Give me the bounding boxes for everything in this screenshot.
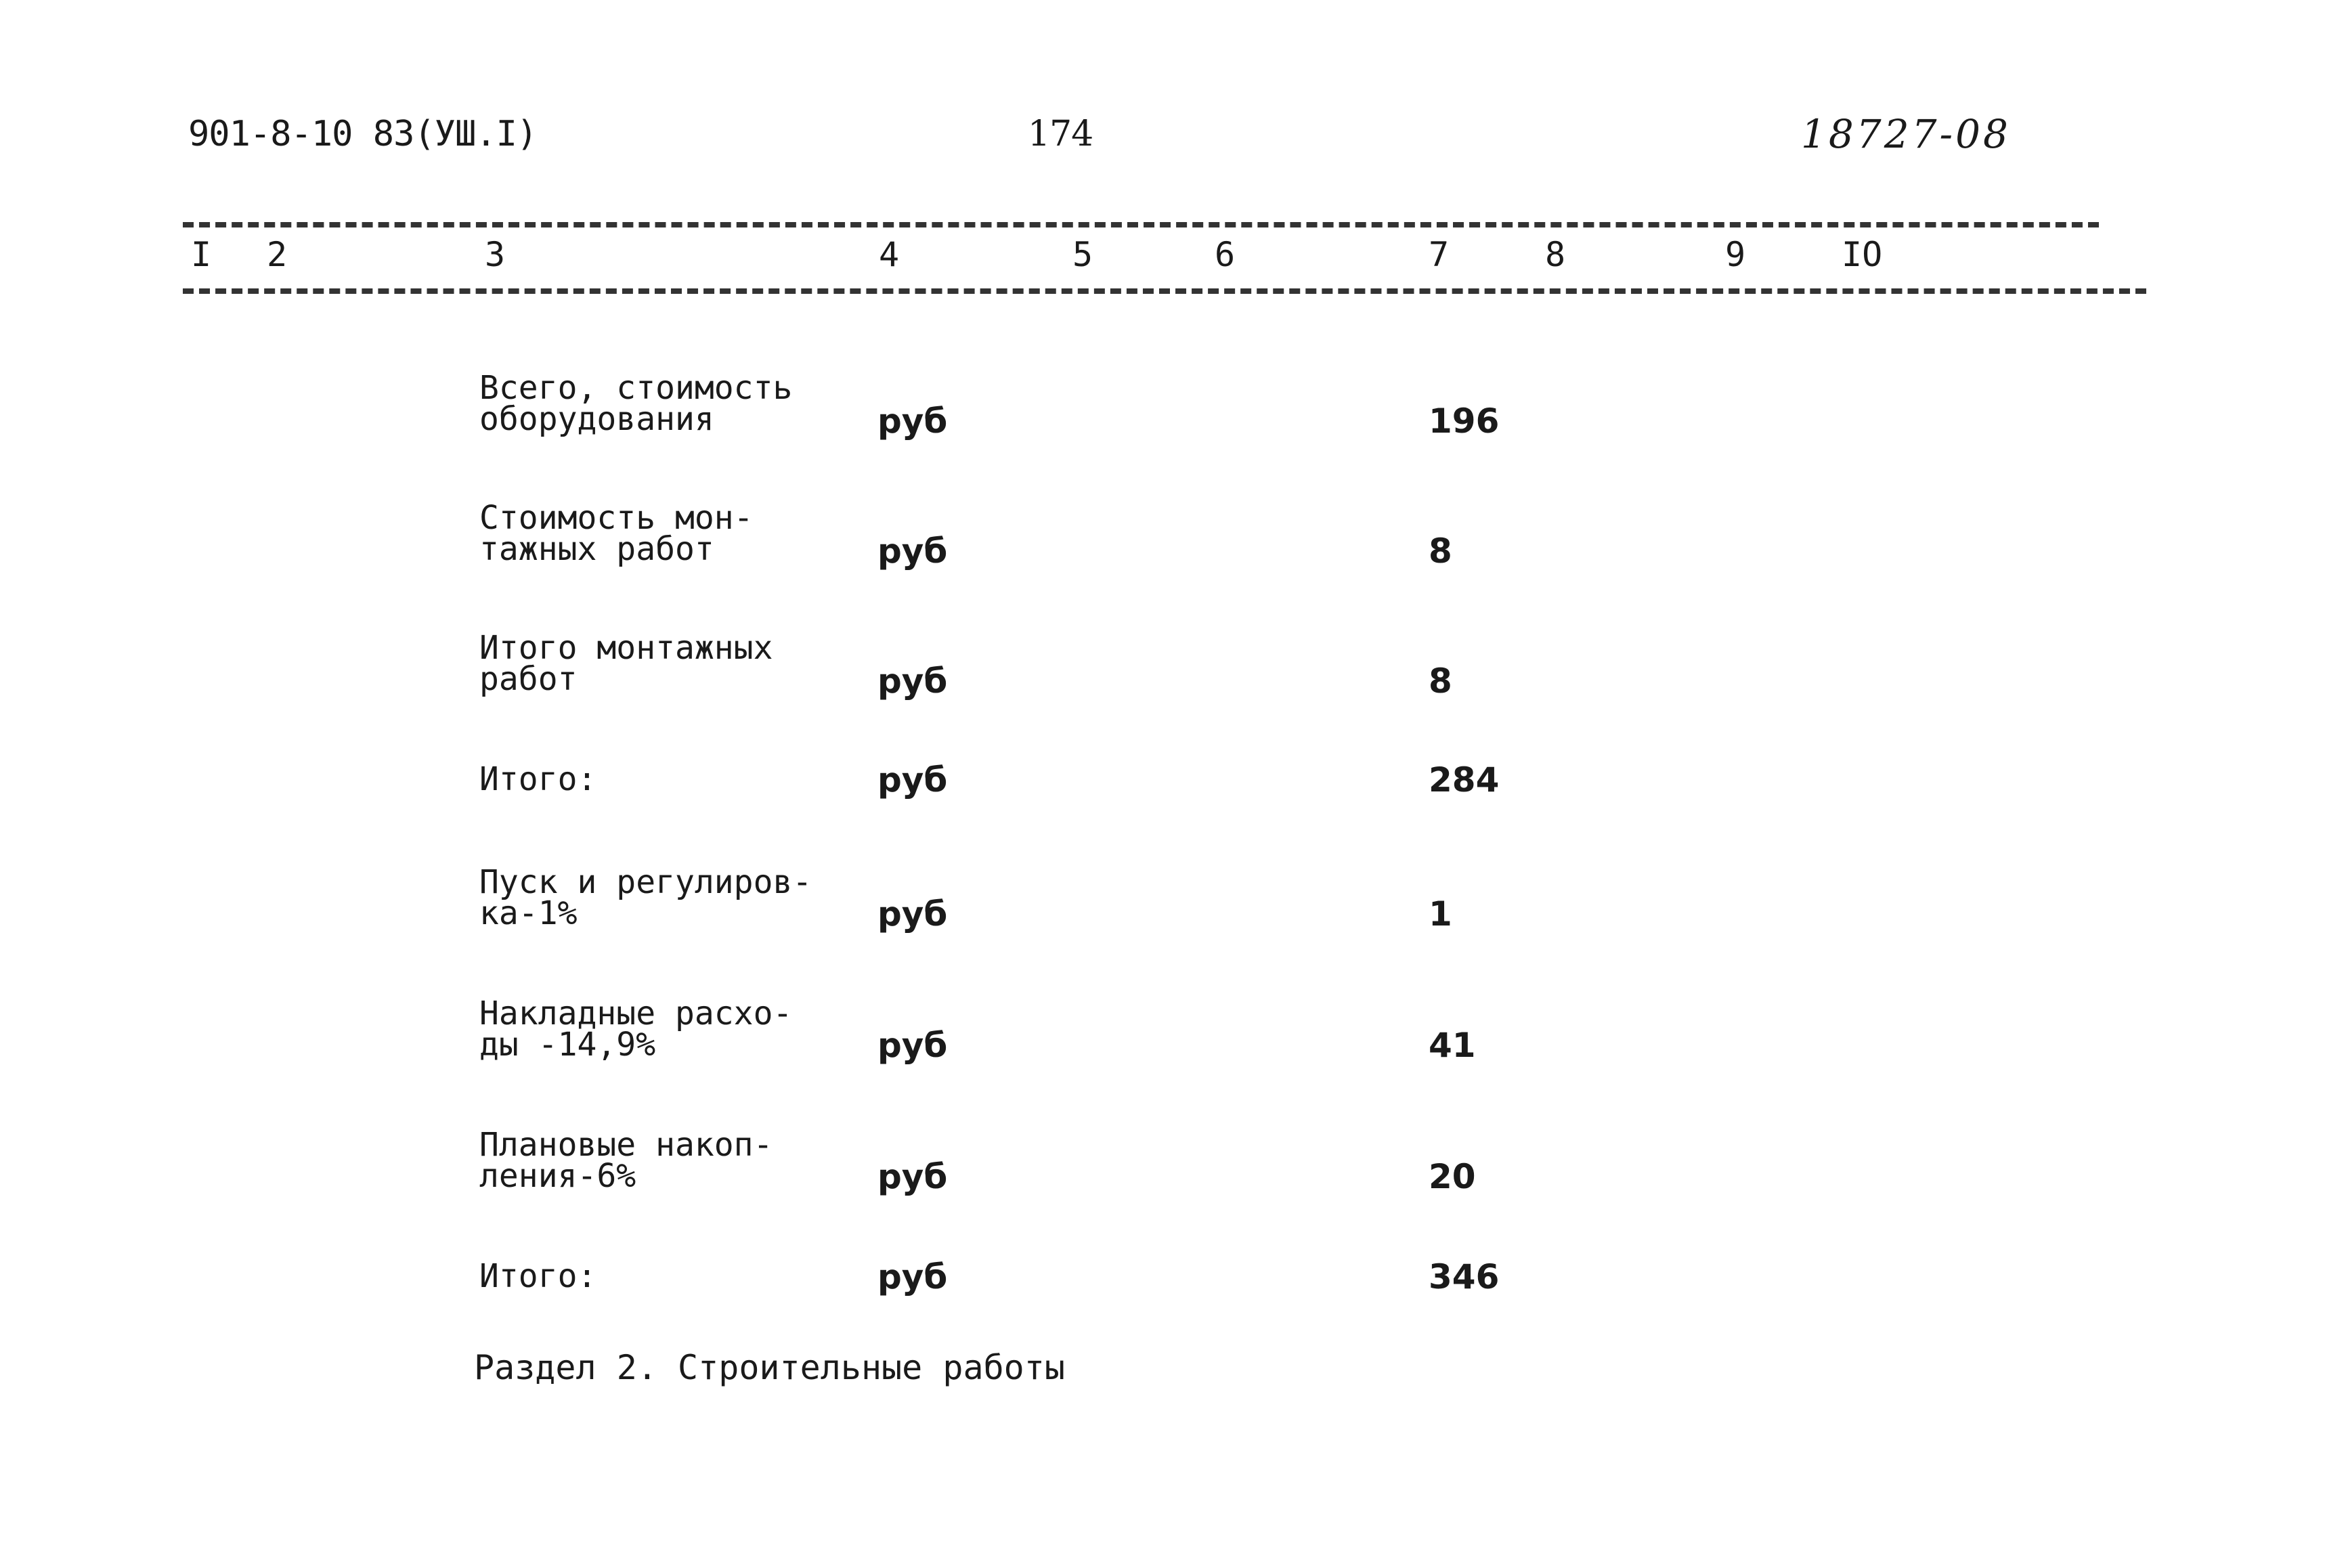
column-number-9: 9	[1725, 235, 1746, 274]
row-value-installation-total: 8	[1429, 661, 1452, 701]
archive-number: 18727-08	[1801, 111, 2011, 157]
row-value-subtotal-1: 284	[1429, 760, 1500, 800]
row-label-installation-cost: Стоимость мон- тажных работ	[479, 499, 754, 568]
row-value-equipment-total: 196	[1429, 401, 1500, 441]
row-label-installation-total: Итого монтажных работ	[479, 629, 773, 698]
column-number-3: 3	[485, 235, 506, 274]
column-number-10: IO	[1842, 235, 1883, 274]
row-label-subtotal-1: Итого:	[479, 760, 597, 798]
column-number-6: 6	[1215, 235, 1236, 274]
column-header-top-rule	[183, 222, 2099, 227]
row-unit-grand-total: руб	[877, 1257, 948, 1297]
column-number-7: 7	[1429, 235, 1450, 274]
row-unit-overhead: руб	[877, 1026, 948, 1065]
column-number-8: 8	[1545, 235, 1566, 274]
column-header-bottom-rule	[183, 288, 2146, 294]
row-label-grand-total: Итого:	[479, 1257, 597, 1295]
row-value-grand-total: 346	[1429, 1257, 1500, 1297]
row-label-planned-savings: Плановые накоп- ления-6%	[479, 1126, 773, 1195]
row-unit-equipment-total: руб	[877, 401, 948, 441]
column-number-5: 5	[1072, 235, 1093, 274]
row-unit-planned-savings: руб	[877, 1157, 948, 1196]
row-label-overhead: Накладные расхо- ды -14,9%	[479, 995, 793, 1064]
row-unit-installation-total: руб	[877, 661, 948, 701]
document-code: 901-8-10 83(УШ.I)	[188, 114, 538, 154]
column-number-2: 2	[267, 235, 288, 274]
row-unit-subtotal-1: руб	[877, 760, 948, 800]
row-value-commissioning: 1	[1429, 894, 1452, 934]
section-heading: Раздел 2. Строительные работы	[474, 1348, 1065, 1387]
row-value-installation-cost: 8	[1429, 531, 1452, 571]
row-label-equipment-total: Всего, стоимость оборудования	[479, 369, 793, 438]
page-number: 174	[1028, 114, 1093, 154]
row-value-planned-savings: 20	[1429, 1157, 1476, 1196]
row-unit-commissioning: руб	[877, 894, 948, 934]
row-unit-installation-cost: руб	[877, 531, 948, 571]
column-number-1: I	[191, 235, 212, 274]
row-value-overhead: 41	[1429, 1026, 1476, 1065]
column-number-4: 4	[879, 235, 900, 274]
row-label-commissioning: Пуск и регулиров- ка-1%	[479, 863, 812, 932]
